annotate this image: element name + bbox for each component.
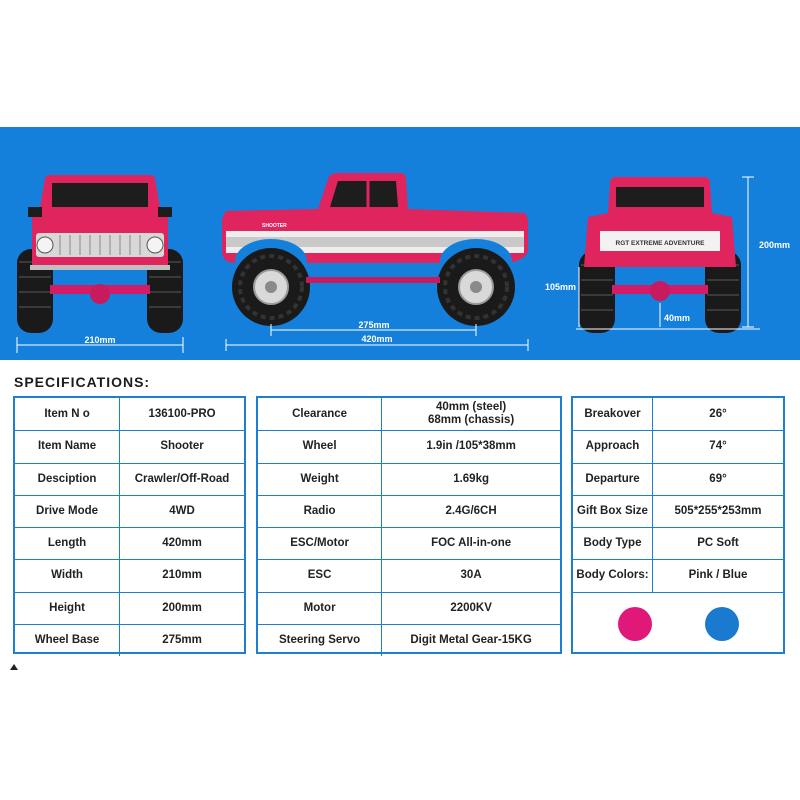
- spec-value: 74°: [709, 440, 727, 453]
- height-label: 200mm: [759, 240, 791, 250]
- spec-table-general: [13, 396, 246, 654]
- length-label: 420mm: [361, 334, 393, 344]
- spec-label: Motor: [258, 593, 382, 624]
- spec-value: 200mm: [162, 601, 202, 614]
- pink-swatch: [618, 607, 652, 641]
- spec-value-line: 68mm (chassis): [427, 414, 515, 427]
- spec-value: 505*255*253mm: [674, 504, 762, 517]
- spec-value: Crawler/Off-Road: [134, 472, 230, 485]
- spec-label: Steering Servo: [258, 625, 382, 656]
- spec-value: 2200KV: [450, 601, 492, 614]
- tailgate-text: RGT EXTREME ADVENTURE: [615, 240, 705, 247]
- table-row: [15, 592, 244, 624]
- spec-value: 2.4G/6CH: [445, 504, 497, 517]
- spec-label: Approach: [573, 431, 653, 462]
- table-row: [15, 430, 244, 462]
- spec-value: 30A: [460, 569, 482, 582]
- spec-value: PC Soft: [697, 537, 739, 550]
- spec-value: 420mm: [162, 537, 202, 550]
- spec-label: Wheel Base: [15, 625, 120, 656]
- spec-label: Width: [15, 560, 120, 591]
- door-badge: SHOOTER: [262, 223, 287, 229]
- spec-label: Desciption: [15, 464, 120, 495]
- side-view-truck: [222, 173, 528, 351]
- spec-label: Length: [15, 528, 120, 559]
- color-swatches: [573, 592, 783, 657]
- table-row: [258, 495, 560, 527]
- spec-value: Digit Metal Gear-15KG: [410, 633, 532, 646]
- table-row: [15, 527, 244, 559]
- table-row: [15, 495, 244, 527]
- table-row: [573, 463, 783, 495]
- table-row: [573, 430, 783, 462]
- blue-swatch: [705, 607, 739, 641]
- table-row: [258, 559, 560, 591]
- front-width-label: 210mm: [84, 335, 116, 345]
- spec-label: Breakover: [573, 398, 653, 430]
- spec-value: [382, 398, 560, 430]
- spec-value: 4WD: [169, 504, 195, 517]
- spec-value: 26°: [709, 407, 727, 420]
- spec-label: Radio: [258, 496, 382, 527]
- table-row: [258, 463, 560, 495]
- table-row: [258, 527, 560, 559]
- front-view-truck: [17, 175, 183, 353]
- ground-clearance-label: 40mm: [664, 313, 691, 323]
- spec-value: 69°: [709, 472, 727, 485]
- spec-value: Pink / Blue: [688, 569, 748, 582]
- spec-label: Weight: [258, 464, 382, 495]
- spec-label: Drive Mode: [15, 496, 120, 527]
- spec-table-electronics: [256, 396, 562, 654]
- table-row: [573, 398, 783, 430]
- spec-label: Clearance: [258, 398, 382, 430]
- spec-label: ESC: [258, 560, 382, 591]
- spec-label: Height: [15, 593, 120, 624]
- table-row: [573, 527, 783, 559]
- spec-value: 210mm: [162, 569, 202, 582]
- wheelbase-label: 275mm: [358, 320, 390, 330]
- spec-table-geometry: [571, 396, 785, 654]
- hero-banner: [0, 127, 800, 360]
- spec-label: Body Colors:: [573, 560, 653, 591]
- table-row: [258, 398, 560, 430]
- spec-label: Item N o: [15, 398, 120, 430]
- spec-value: 1.69kg: [453, 472, 489, 485]
- spec-label: Body Type: [573, 528, 653, 559]
- triangle-marker-icon: [10, 664, 18, 670]
- truck-views-illustration: [0, 127, 800, 360]
- spec-label: Item Name: [15, 431, 120, 462]
- spec-label: Departure: [573, 464, 653, 495]
- table-row: [15, 398, 244, 430]
- specifications-heading: SPECIFICATIONS:: [14, 374, 151, 390]
- table-row: [258, 592, 560, 624]
- spec-label: Gift Box Size: [573, 496, 653, 527]
- table-row: [573, 559, 783, 591]
- spec-value: 1.9in /105*38mm: [426, 440, 516, 453]
- spec-value: 275mm: [162, 633, 202, 646]
- spec-value: 136100-PRO: [148, 407, 216, 420]
- table-row: [258, 430, 560, 462]
- table-row: [15, 624, 244, 656]
- spec-value: FOC All-in-one: [431, 537, 512, 550]
- table-row: [15, 463, 244, 495]
- table-row: [258, 624, 560, 656]
- spec-value: Shooter: [160, 440, 204, 453]
- spec-label: Wheel: [258, 431, 382, 462]
- spec-value-line: 40mm (steel): [435, 401, 507, 414]
- clearance-label: 105mm: [544, 282, 576, 292]
- spec-label: ESC/Motor: [258, 528, 382, 559]
- rear-view-truck: [545, 177, 790, 333]
- table-row: [573, 495, 783, 527]
- table-row: [15, 559, 244, 591]
